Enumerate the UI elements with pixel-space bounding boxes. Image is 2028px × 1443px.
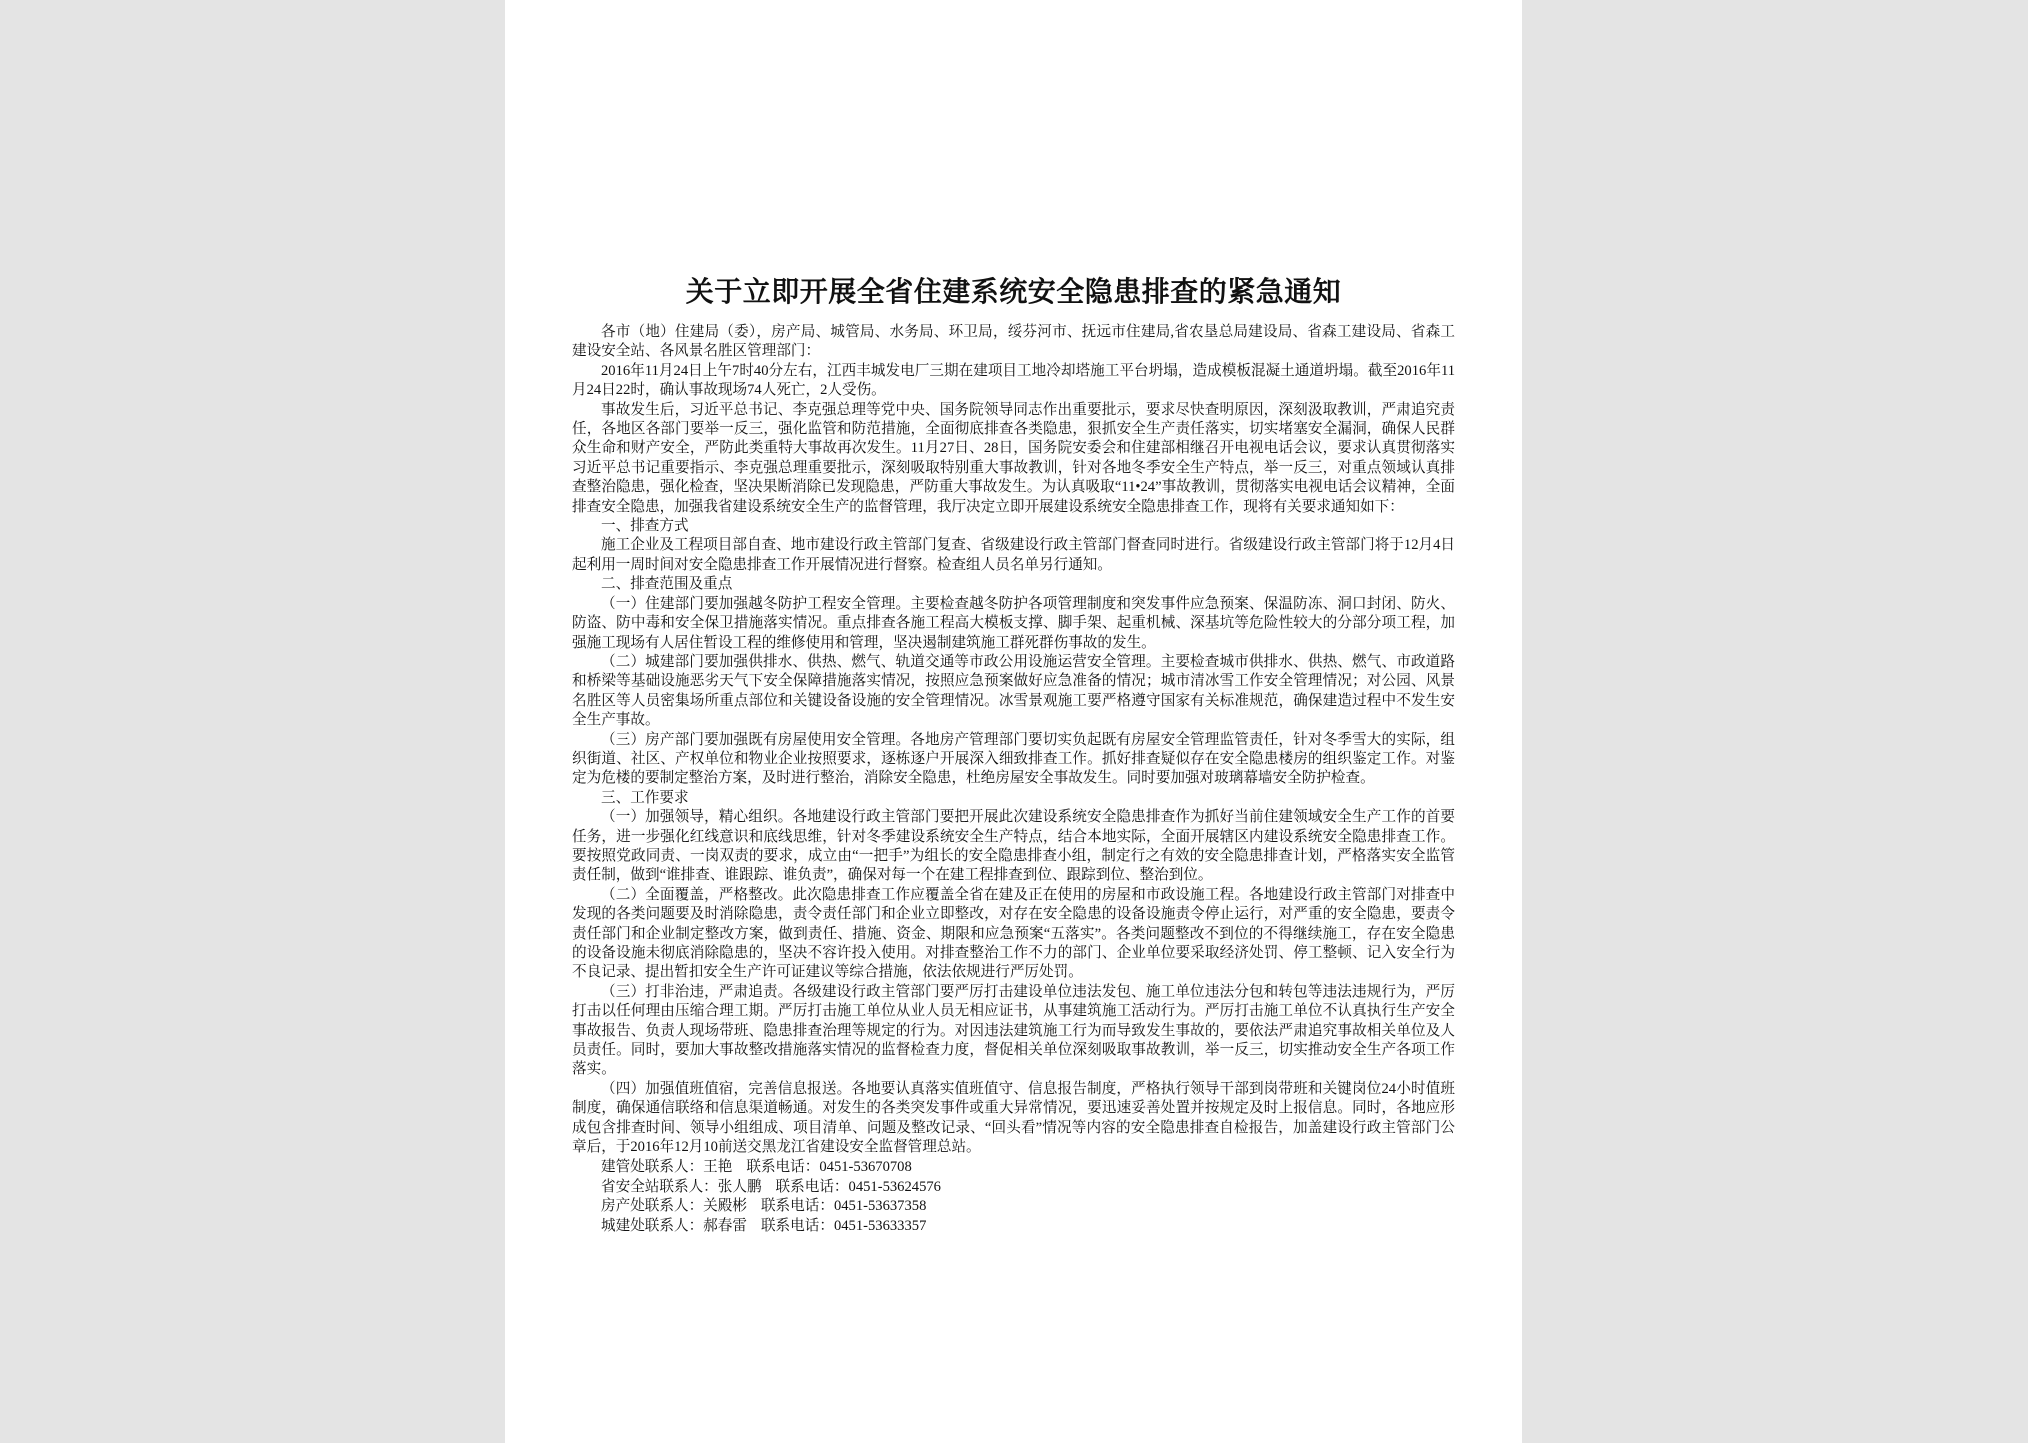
section-heading-3: 三、工作要求: [601, 789, 689, 806]
paragraph-scope-1: （一）住建部门要加强越冬防护工程安全管理。主要检查越冬防护各项管理制度和突发事件应急预案、保温防冻、洞口封闭、防火、防盗、防中毒和安全保卫措施落实情况。重点排查各施工程高大模板支撑、脚手架、起重机械、深基坑等危险性较大的分部分项工程，加强施工现场有人居住暂设工程的维修使用和管理，坚决遏制建筑施工群死群伤事故的发生。: [572, 595, 1455, 651]
paragraph-req-4: （四）加强值班值宿，完善信息报送。各地要认真落实值班值守、信息报告制度，严格执行领导干部到岗带班和关键岗位24小时值班制度，确保通信联络和信息渠道畅通。对发生的各类突发事件或重大异常情况，要迅速妥善处置并按规定及时上报信息。同时，各地应形成包含排查时间、领导小组组成、项目清单、问题及整改记录、“回头看”情况等内容的安全隐患排查自检报告，加盖建设行政主管部门公章后，于2016年12月10前送交黑龙江省建设安全监督管理总站。: [572, 1080, 1455, 1156]
contact-phone: 0451-53670708: [819, 1159, 912, 1176]
document-title: 关于立即开展全省住建系统安全隐患排查的紧急通知: [685, 275, 1342, 308]
section-heading-2: 二、排查范围及重点: [601, 576, 733, 593]
contact-phone: 0451-53637358: [833, 1198, 927, 1215]
contact-phone-label: 联系电话：: [760, 1217, 834, 1234]
contact-line: [601, 1158, 1455, 1177]
paragraph-accident: 2016年11月24日上午7时40分左右，江西丰城发电厂三期在建项目工地冷却塔施工平台坍塌，造成模板混凝土通道坍塌。截至2016年11月24日22时，确认事故现场74人死亡，2人受伤。: [572, 362, 1455, 399]
paragraph-method: 施工企业及工程项目部自查、地市建设行政主管部门复查、省级建设行政主管部门督查同时进行。省级建设行政主管部门将于12月4日起利用一周时间对安全隐患排查工作开展情况进行督察。检查组人员名单另行通知。: [572, 537, 1455, 573]
contact-person: 建管处联系人：王艳: [601, 1159, 733, 1176]
contact-line: [601, 1197, 1455, 1216]
contact-list: [572, 1158, 1455, 1236]
contact-person: 省安全站联系人：张人鹏: [601, 1178, 762, 1195]
document-body: [572, 323, 1455, 1236]
paragraph-scope-2: （二）城建部门要加强供排水、供热、燃气、轨道交通等市政公用设施运营安全管理。主要检查城市供排水、供热、燃气、市政道路和桥梁等基础设施恶劣天气下安全保障措施落实情况，按照应急预案做好应急准备的情况；城市清冰雪工作安全管理情况；对公园、风景名胜区等人员密集场所重点部位和关键设备设施的安全管理情况。冰雪景观施工要严格遵守国家有关标准规范，确保建造过程中不发生安全生产事故。: [572, 653, 1455, 729]
addressee-paragraph: 各市（地）住建局（委），房产局、城管局、水务局、环卫局，绥芬河市、抚远市住建局,省农垦总局建设局、省森工建设局、省森工建设安全站、各风景名胜区管理部门：: [572, 324, 1455, 360]
contact-phone: 0451-53633357: [833, 1217, 927, 1234]
contact-phone-label: 联系电话：: [760, 1198, 834, 1215]
paragraph-req-1: （一）加强领导，精心组织。各地建设行政主管部门要把开展此次建设系统安全隐患排查作为抓好当前住建领域安全生产工作的首要任务，进一步强化红线意识和底线思维，针对冬季建设系统安全生产特点，结合本地实际，全面开展辖区内建设系统安全隐患排查工作。要按照党政同责、一岗双责的要求，成立由“一把手”为组长的安全隐患排查小组，制定行之有效的安全隐患排查计划，严格落实安全监管责任制，做到“谁排查、谁跟踪、谁负责”，确保对每一个在建工程排查到位、跟踪到位、整治到位。: [572, 809, 1455, 884]
contact-line: [601, 1178, 1455, 1197]
contact-person: 城建处联系人：郝春雷: [601, 1217, 747, 1234]
paragraph-scope-3: （三）房产部门要加强既有房屋使用安全管理。各地房产管理部门要切实负起既有房屋安全管理监管责任，针对冬季雪大的实际，组织街道、社区、产权单位和物业企业按照要求，逐栋逐户开展深入细致排查工作。抓好排查疑似存在安全隐患楼房的组织鉴定工作。对鉴定为危楼的要制定整治方案，及时进行整治，消除安全隐患，杜绝房屋安全事故发生。同时要加强对玻璃幕墙安全防护检查。: [572, 731, 1455, 787]
contact-line: [601, 1217, 1455, 1236]
document-page: [505, 0, 1522, 1443]
paragraph-response: 事故发生后，习近平总书记、李克强总理等党中央、国务院领导同志作出重要批示，要求尽快查明原因，深刻汲取教训，严肃追究责任，各地区各部门要举一反三，强化监管和防范措施，全面彻底排查各类隐患，狠抓安全生产责任落实，切实堵塞安全漏洞，确保人民群众生命和财产安全，严防此类重特大事故再次发生。11月27日、28日，国务院安委会和住建部相继召开电视电话会议，要求认真贯彻落实习近平总书记重要指示、李克强总理重要批示，深刻吸取特别重大事故教训，针对各地冬季安全生产特点，举一反三，对重点领域认真排查整治隐患，强化检查，坚决果断消除已发现隐患，严防重大事故发生。为认真吸取“11•24”事故教训，贯彻落实电视电话会议精神，全面排查安全隐患，加强我省建设系统安全生产的监督管理，我厅决定立即开展建设系统安全隐患排查工作，现将有关要求通知如下：: [572, 401, 1455, 515]
contact-person: 房产处联系人：关殿彬: [601, 1198, 747, 1215]
contact-phone-label: 联系电话：: [775, 1178, 849, 1195]
paragraph-req-2: （二）全面覆盖，严格整改。此次隐患排查工作应覆盖全省在建及正在使用的房屋和市政设施工程。各地建设行政主管部门对排查中发现的各类问题要及时消除隐患，责令责任部门和企业立即整改，对存在安全隐患的设备设施责令停止运行，对严重的安全隐患，要责令责任部门和企业制定整改方案，做到责任、措施、资金、期限和应急预案“五落实”。各类问题整改不到位的不得继续施工，存在安全隐患的设备设施未彻底消除隐患的，坚决不容许投入使用。对排查整治工作不力的部门、企业单位要采取经济处罚、停工整顿、记入安全行为不良记录、提出暂扣安全生产许可证建议等综合措施，依法依规进行严厉处罚。: [572, 886, 1455, 981]
section-heading-1: 一、排查方式: [601, 518, 689, 535]
contact-phone: 0451-53624576: [848, 1178, 941, 1195]
paragraph-req-3: （三）打非治违，严肃追责。各级建设行政主管部门要严厉打击建设单位违法发包、施工单位违法分包和转包等违法违规行为，严厉打击以任何理由压缩合理工期。严厉打击施工单位从业人员无相应证书，从事建筑施工活动行为。严厉打击施工单位不认真执行生产安全事故报告、负责人现场带班、隐患排查治理等规定的行为。对因违法建筑施工行为而导致发生事故的，要依法严肃追究事故相关单位及人员责任。同时，要加大事故整改措施落实情况的监督检查力度，督促相关单位深刻吸取事故教训，举一反三，切实推动安全生产各项工作落实。: [572, 983, 1455, 1078]
contact-phone-label: 联系电话：: [746, 1159, 820, 1176]
